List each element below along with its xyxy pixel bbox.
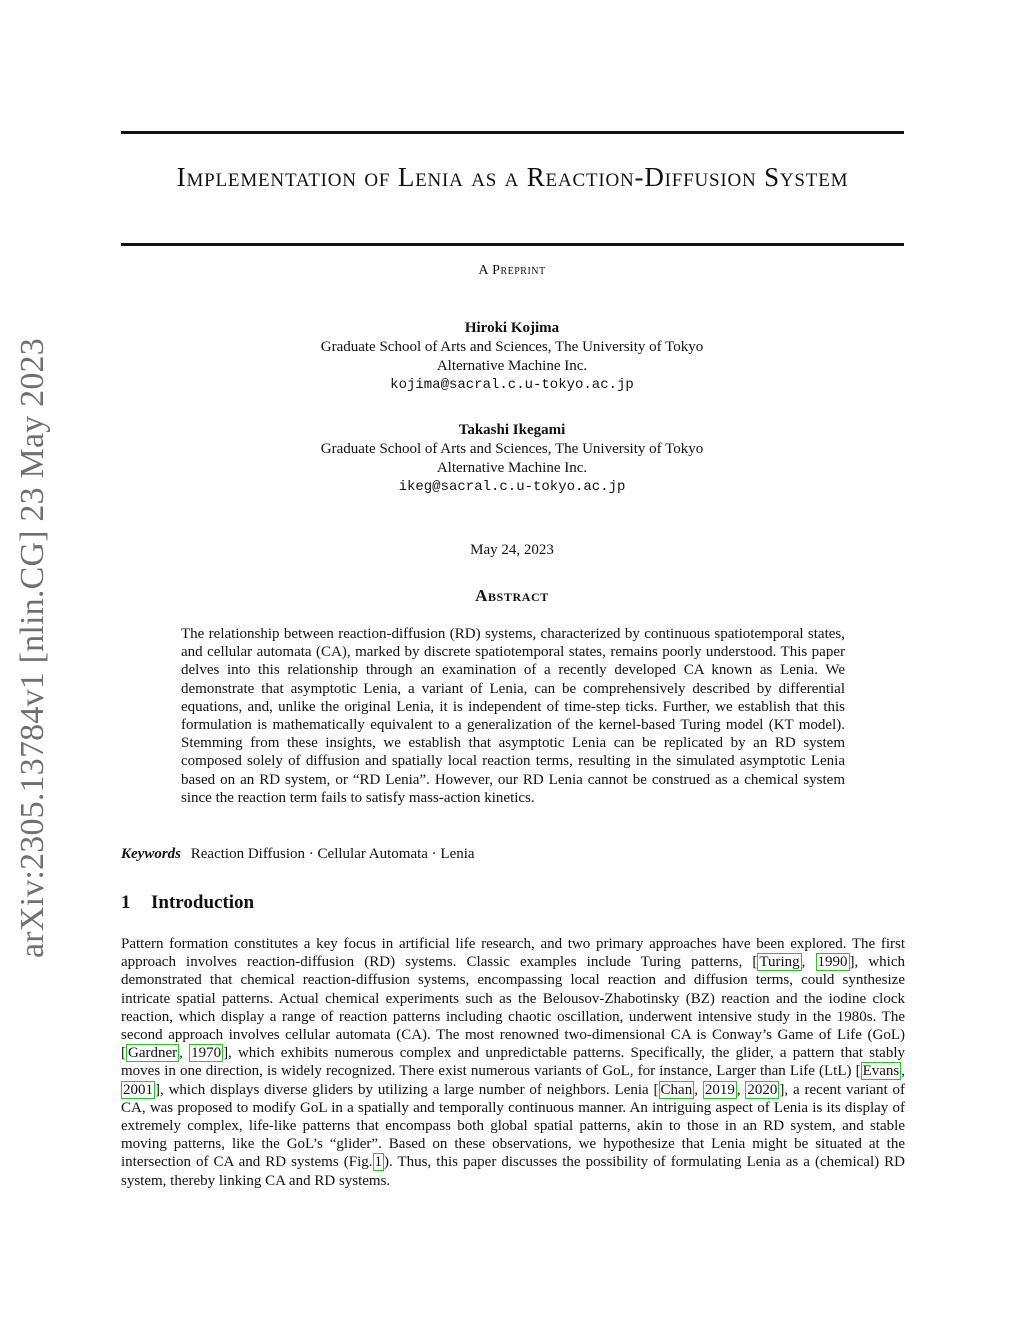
author-block: [0, 319, 1024, 395]
citation-link[interactable]: 2020: [747, 1081, 778, 1098]
section-heading: [121, 892, 254, 914]
citation-link[interactable]: Gardner: [128, 1045, 178, 1062]
preprint-label: A Preprint: [478, 263, 546, 278]
text-run: Pattern formation constitutes a key focus in artificial life research, and two primary approaches have been explored. The first approach involves reaction-diffusion (RD) systems. Classic examples include Turing patterns, [: [121, 936, 905, 971]
section-title: Introduction: [151, 892, 255, 913]
author-block: [0, 421, 1024, 497]
citation-link[interactable]: 2001: [123, 1081, 153, 1098]
text-run: ], which demonstrated that chemical reaction-diffusion systems, encompassing local reaction and diffusion terms, could synthesize intricate spatial patterns. Actual chemical experiments such as the Belousov-Zhabotinsky (BZ) reaction and the iodine clock reaction, which display a range of reaction patterns including chaotic oscillation, underwent intensive study in the 1980s. The second approach involves cellular automata (CA). The most renowned two-dimensional CA is Conway’s Game of Life (GoL) [: [121, 954, 906, 1062]
author-organization: Alternative Machine Inc.: [436, 460, 588, 476]
citation-link[interactable]: Turing: [759, 954, 800, 971]
author-name: Hiroki Kojima: [464, 320, 560, 336]
author-affiliation: Graduate School of Arts and Sciences, The University of Tokyo: [320, 339, 704, 355]
author-organization: Alternative Machine Inc.: [436, 358, 588, 374]
author-email[interactable]: kojima@sacral.c.u-tokyo.ac.jp: [390, 377, 634, 393]
figure-link[interactable]: 1: [374, 1154, 382, 1171]
text-run: ], which exhibits numerous complex and unpredictable patterns. Specifically, the glider, a pattern that stably moves in one direction, is widely recognized. There exist numerous variants of GoL, for instance, Larger than Life (LtL) [: [121, 1045, 906, 1080]
citation-link[interactable]: Chan: [660, 1081, 693, 1098]
keywords-line: [121, 846, 475, 863]
citation-link[interactable]: Evans: [862, 1063, 900, 1080]
author-affiliation: Graduate School of Arts and Sciences, The University of Tokyo: [320, 441, 704, 457]
citation-link[interactable]: 1990: [817, 954, 848, 971]
title-rule-bottom: [121, 243, 904, 246]
text-run: ], which displays diverse gliders by utilizing a large number of neighbors. Lenia [: [155, 1081, 659, 1098]
abstract-text: The relationship between reaction-diffusion (RD) systems, characterized by continuous spatiotemporal states, and cellular automata (CA), marked by discrete spatiotemporal states, remains poorly understood. This paper delves into this relationship through an examination of a recently developed CA known as Lenia. We demonstrate that asymptotic Lenia, a variant of Lenia, can be comprehensively described by differential equations, and, unlike the original Lenia, it is independent of time-step ticks. Further, we establish that this formulation is mathematically equivalent to a generalization of the kernel-based Turing model (KT model). Stemming from these insights, we establish that asymptotic Lenia can be replicated by an RD system composed solely of diffusion and spatially local reaction terms, resulting in the simulated asymptotic Lenia based on an RD system, or “RD Lenia”. However, our RD Lenia cannot be construed as a chemical system since the reaction term fails to satisfy mass-action kinetics.: [181, 626, 845, 806]
paper-date: May 24, 2023: [470, 542, 554, 558]
citation-link[interactable]: 2019: [704, 1081, 735, 1098]
keywords-label: Keywords: [121, 846, 181, 862]
keywords-text: Reaction Diffusion · Cellular Automata · Lenia: [190, 846, 475, 862]
intro-paragraph: Pattern formation constitutes a key focus in artificial life research, and two primary approaches have been explored. The first approach involves reaction-diffusion (RD) systems. Classic examples include Turing patterns, [ Turing , 1990 ], which demonstrated that chemical reaction-diffusion systems, encompassing local reaction and diffusion terms, could synthesize intricate spatial patterns. Actual chemical experiments such as the Belousov-Zhabotinsky (BZ) reaction and the iodine clock reaction, which display a range of reaction patterns including chaotic oscillation, underwent intensive study in the 1980s. The second approach involves cellular automata (CA). The most renowned two-dimensional CA is Conway’s Game of Life (GoL) [ Gardner , 1970 ], which exhibits numerous complex and unpredictable patterns. Specifically, the glider, a pattern that stably moves in one direction, is widely recognized. There exist numerous variants of GoL, for instance, Larger than Life (LtL) [ Evans , 2001 ], which displays diverse gliders by utilizing a large number of neighbors. Lenia [ Chan , 2019 , 2020 ], a recent variant of CA, was proposed to modify GoL in a spatially and temporally continuous manner. An intriguing aspect of Lenia is its display of extremely complex, life-like patterns that encompass both global spatial patterns, akin to those in an RD system, and stable moving patterns, like the GoL’s “glider”. Based on these observations, we hypothesize that Lenia might be situated at the intersection of CA and RD systems (Fig. 1 ). Thus, this paper discusses the possibility of formulating Lenia as a (chemical) RD system, thereby linking CA and RD systems.: [121, 936, 906, 1189]
text-run: ). Thus, this paper discusses the possibility of formulating Lenia as a (chemical) RD system, thereby linking CA and RD systems.: [121, 1154, 905, 1189]
author-email[interactable]: ikeg@sacral.c.u-tokyo.ac.jp: [398, 479, 626, 495]
text-run: ], a recent variant of CA, was proposed to modify GoL in a spatially and temporally continuous manner. An intriguing aspect of Lenia is its display of extremely complex, life-like patterns that encompass both global spatial patterns, akin to those in an RD system, and stable moving patterns, like the GoL’s “glider”. Based on these observations, we hypothesize that Lenia might be situated at the intersection of CA and RD systems (Fig.: [121, 1081, 906, 1171]
author-name: Takashi Ikegami: [458, 422, 566, 438]
citation-link[interactable]: 1970: [191, 1045, 222, 1062]
arxiv-stamp: arXiv:2305.13784v1 [nlin.CG] 23 May 2023: [14, 338, 51, 958]
abstract-heading: Abstract: [475, 586, 549, 605]
paper-title: Implementation of Lenia as a Reaction-Diffusion System: [176, 162, 849, 192]
section-number: 1: [121, 892, 131, 913]
title-rule-top: [121, 131, 904, 134]
